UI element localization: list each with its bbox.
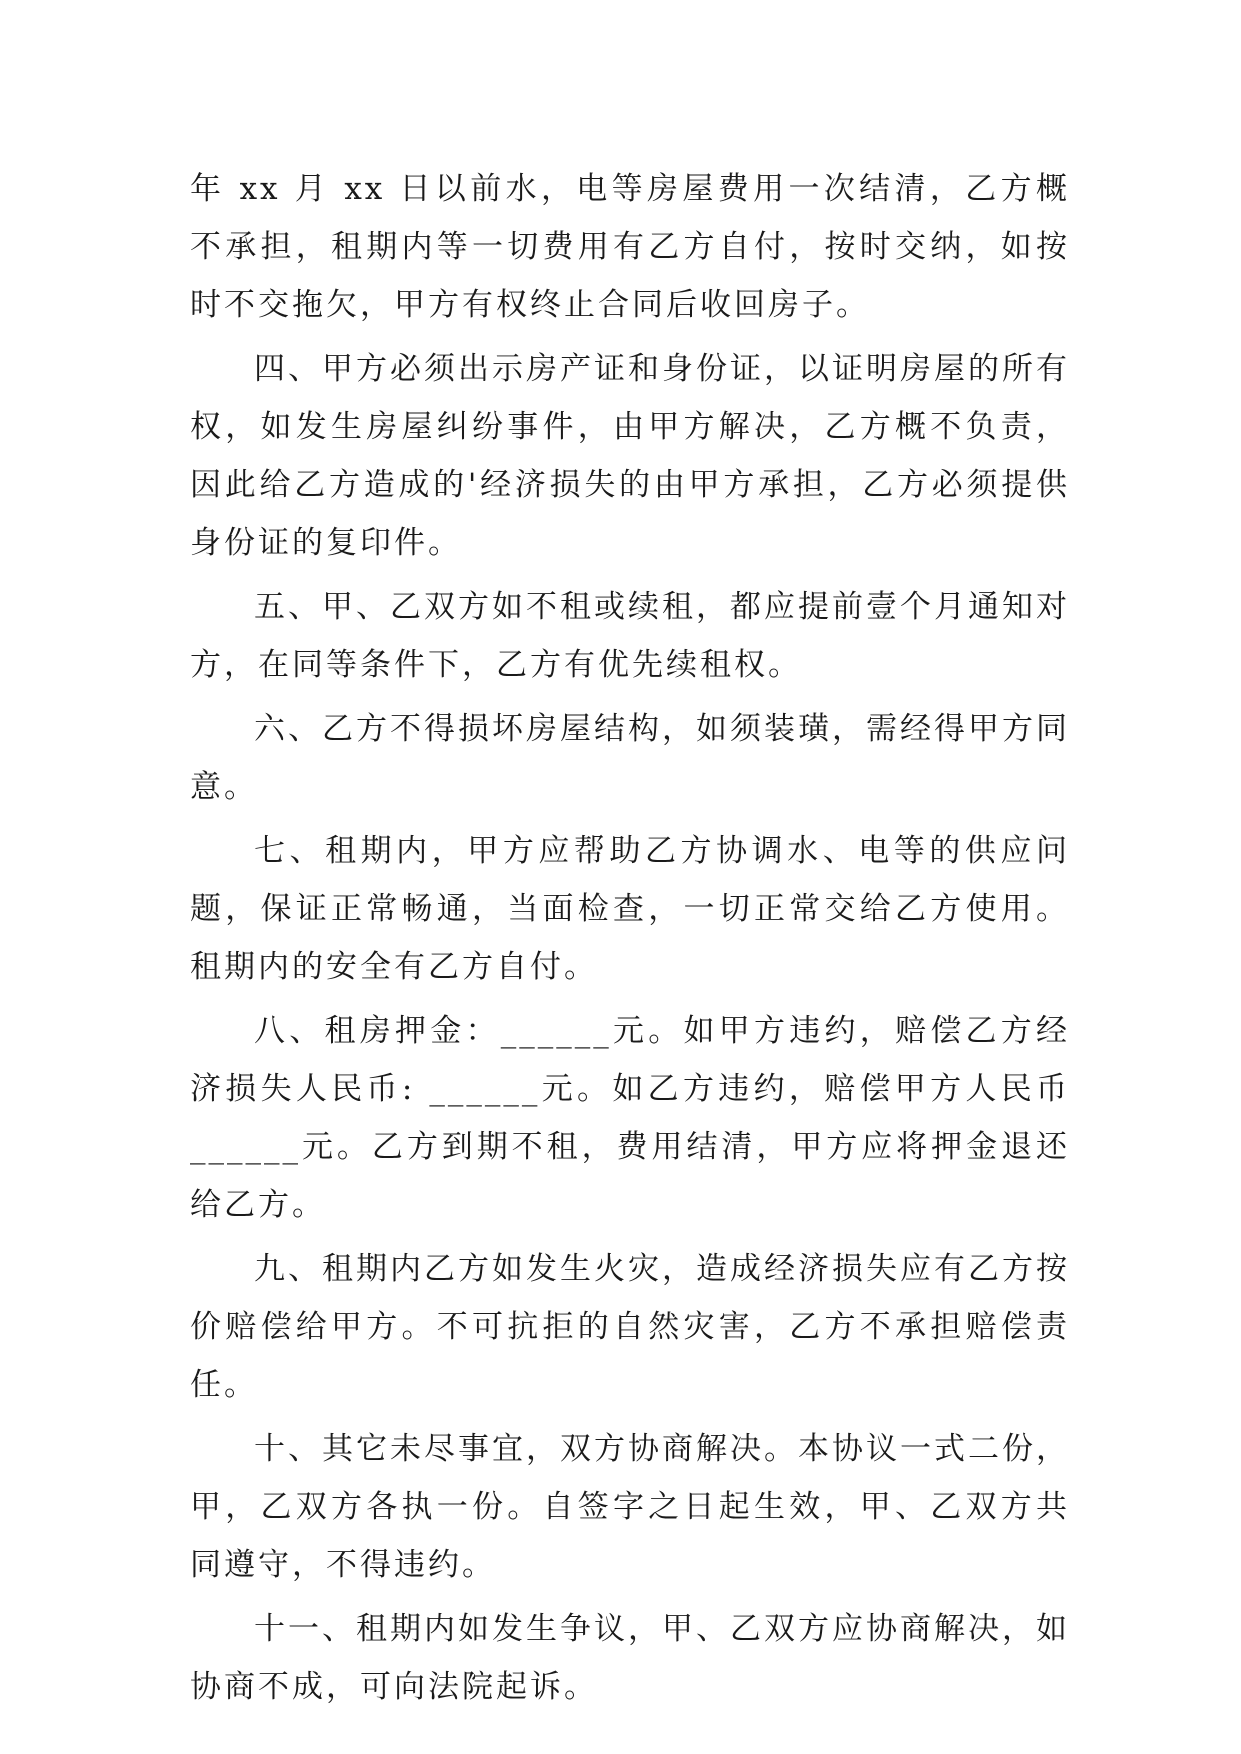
paragraph-clause-7: 七、租期内，甲方应帮助乙方协调水、电等的供应问题，保证正常畅通，当面检查，一切正常交给乙方使用。租期内的安全有乙方自付。 <box>190 833 1070 985</box>
paragraph-clause-9: 九、租期内乙方如发生火灾，造成经济损失应有乙方按价赔偿给甲方。不可抗拒的自然灾害，乙方不承担赔偿责任。 <box>190 1251 1070 1403</box>
paragraph-clause-10: 十、其它未尽事宜，双方协商解决。本协议一式二份，甲，乙双方各执一份。自签字之日起生效，甲、乙双方共同遵守，不得违约。 <box>190 1431 1070 1583</box>
paragraph-clause-8: 八、租房押金：______元。如甲方违约，赔偿乙方经济损失人民币: ______元。如乙方违约，赔偿甲方人民币______元。乙方到期不租，费用结清，甲方应将押金退还给乙方。 <box>190 1013 1070 1223</box>
paragraph-clause-11: 十一、租期内如发生争议，甲、乙双方应协商解决，如协商不成，可向法院起诉。 <box>190 1611 1070 1705</box>
paragraph-clause-4: 四、甲方必须出示房产证和身份证，以证明房屋的所有权，如发生房屋纠纷事件，由甲方解决，乙方概不负责，因此给乙方造成的'经济损失的由甲方承担，乙方必须提供身份证的复印件。 <box>190 351 1070 561</box>
paragraph-clause-6: 六、乙方不得损坏房屋结构，如须装璜，需经得甲方同意。 <box>190 711 1070 805</box>
paragraph-clause-5: 五、甲、乙双方如不租或续租，都应提前壹个月通知对方，在同等条件下，乙方有优先续租权。 <box>190 589 1070 683</box>
paragraph-fees-settlement: 年 xx 月 xx 日以前水，电等房屋费用一次结清，乙方概不承担，租期内等一切费用有乙方自付，按时交纳，如按时不交拖欠，甲方有权终止合同后收回房子。 <box>190 171 1070 323</box>
document-body <box>190 160 1070 1722</box>
